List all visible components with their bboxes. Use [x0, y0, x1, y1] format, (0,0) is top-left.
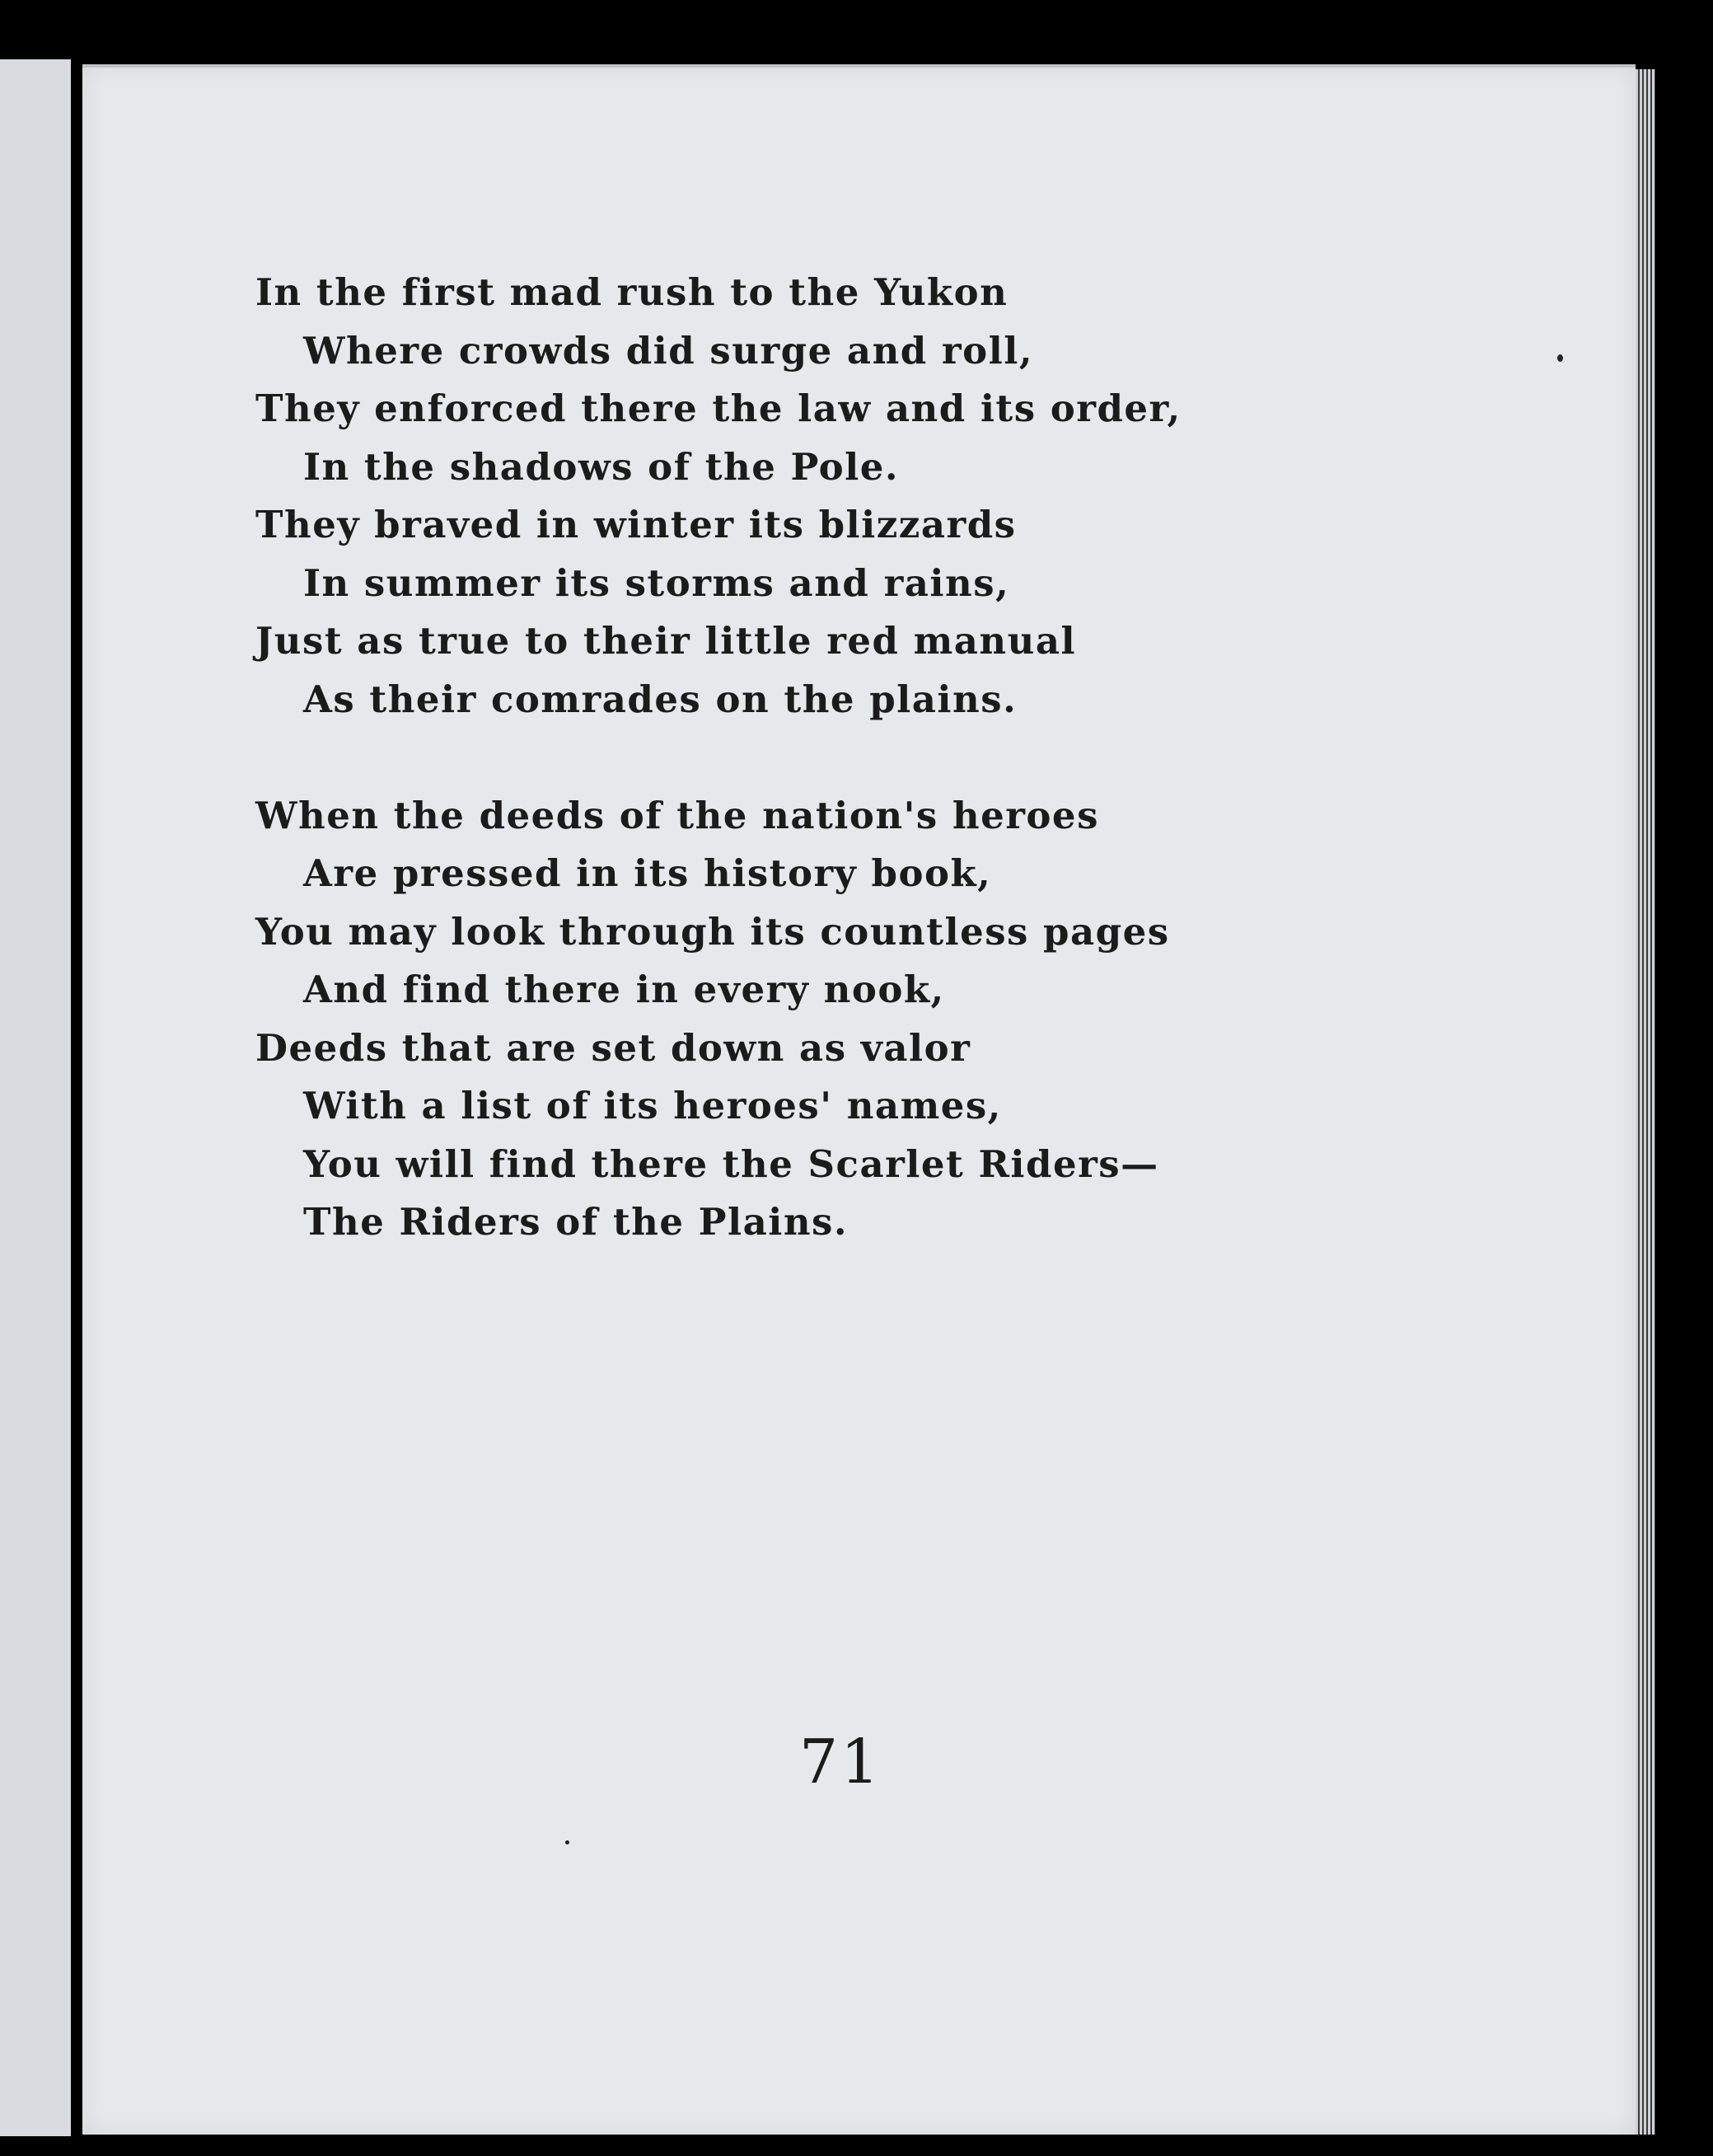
poem-text [255, 264, 1327, 1252]
poem-line: They braved in winter its blizzards [255, 503, 1017, 546]
poem-line: Are pressed in its history book, [303, 851, 992, 895]
poem-line: You may look through its countless pages [255, 909, 1170, 954]
poem-line: In the first mad rush to the Yukon [255, 270, 1009, 314]
stanza-1 [255, 264, 1327, 729]
poem-line: They enforced there the law and its order, [255, 387, 1182, 430]
poem-line: You will find there the Scarlet Riders— [303, 1141, 1159, 1186]
poem-line: With a list of its heroes' names, [303, 1084, 1002, 1127]
poem-line: Where crowds did surge and roll, [303, 328, 1034, 373]
poem-line: The Riders of the Plains. [303, 1200, 849, 1244]
poem-line: As their comrades on the plains. [303, 677, 1018, 721]
ink-speck [565, 1840, 569, 1844]
poem-line: In summer its storms and rains, [303, 560, 1010, 605]
poem-line: In the shadows of the Pole. [303, 444, 900, 489]
facing-page-edge [0, 59, 71, 2136]
page-stack-edge [1636, 69, 1655, 2135]
poem-line: Just as true to their little red manual [255, 619, 1077, 663]
page-top-edge [82, 64, 1636, 68]
page-number: 71 [799, 1727, 882, 1797]
poem-line: Deeds that are set down as valor [255, 1025, 971, 1070]
ink-speck [1557, 354, 1563, 362]
poem-line: When the deeds of the nation's heroes [255, 793, 1099, 837]
stanza-2 [255, 787, 1327, 1252]
poem-line: And find there in every nook, [303, 968, 945, 1011]
